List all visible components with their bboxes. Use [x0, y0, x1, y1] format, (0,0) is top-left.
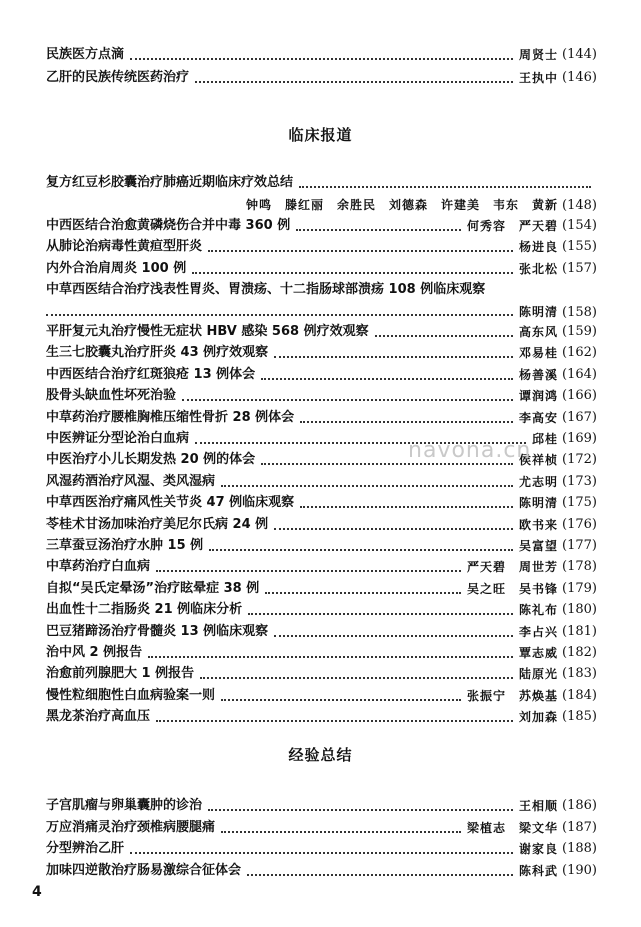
leader-dots	[274, 635, 513, 637]
entry-author: 尤志明	[519, 474, 559, 489]
entry-title: 内外合治肩周炎 100 例	[46, 261, 187, 276]
entry-author: 邱桂	[532, 432, 559, 446]
entry-author: 吴富望	[519, 539, 559, 553]
entry-page: (180)	[562, 602, 597, 618]
entry-page: (185)	[562, 709, 597, 725]
entry-page: (159)	[562, 324, 597, 339]
leader-dots	[247, 874, 513, 876]
leader-dots	[209, 549, 513, 551]
entry-title: 黑龙茶治疗高血压	[46, 709, 151, 725]
entry-author: 侯祥桢	[519, 453, 559, 468]
leader-dots	[192, 272, 513, 274]
entry-author: 吴之旺 吴书锋	[467, 581, 559, 596]
toc-entry[interactable]	[46, 535, 597, 555]
toc-entry[interactable]	[46, 471, 597, 491]
entry-page: (166)	[562, 388, 597, 404]
entry-author: 覃志威	[519, 646, 559, 660]
leader-dots	[274, 528, 513, 530]
entry-title: 中西医结合治愈黄磷烧伤合并中毒 360 例	[46, 218, 291, 233]
entry-title: 巴豆猪蹄汤治疗骨髓炎 13 例临床观察	[46, 623, 269, 639]
leader-dots	[265, 592, 461, 594]
entry-author: 李高安	[519, 410, 559, 425]
leader-dots	[221, 699, 461, 701]
toc-entry[interactable]	[46, 67, 597, 87]
entry-title: 苓桂术甘汤加味治疗美尼尔氏病 24 例	[46, 516, 269, 532]
toc-entry[interactable]	[46, 663, 597, 683]
leader-dots	[300, 421, 513, 423]
entry-title: 慢性粒细胞性白血病验案一则	[46, 687, 216, 703]
toc-entry[interactable]	[46, 795, 597, 815]
entry-page: (158)	[562, 305, 597, 320]
entry-title: 万应消痛灵治疗颈椎病腰腿痛	[46, 819, 216, 835]
leader-dots	[208, 250, 513, 252]
toc-entry[interactable]	[46, 642, 597, 662]
toc-entry[interactable]	[46, 342, 597, 362]
leader-dots	[261, 463, 513, 465]
entry-title: 分型辨治乙肝	[46, 841, 125, 856]
entry-title: 复方红豆杉胶囊治疗肺癌近期临床疗效总结	[46, 175, 294, 190]
entry-author: 张北松	[519, 262, 559, 276]
leader-dots	[300, 506, 513, 508]
entry-title: 中医辨证分型论治白血病	[46, 431, 190, 446]
entry-title: 平肝复元丸治疗慢性无症状 HBV 感染 568 例疗效观察	[46, 324, 369, 339]
entry-title: 中医治疗小儿长期发热 20 例的体会	[46, 452, 256, 468]
entry-author: 何秀容 严天碧	[467, 219, 559, 233]
leader-dots	[156, 720, 513, 722]
entry-authors: 钟鸣 滕红丽 余胜民 刘德森 许建美 韦东 黄新	[246, 198, 559, 212]
entry-author: 梁植志 梁文华	[467, 820, 559, 835]
section-heading-experience: 经验总结	[288, 746, 353, 764]
leader-dots	[195, 81, 513, 83]
entry-page: (146)	[562, 70, 597, 85]
toc-entry[interactable]	[46, 685, 597, 705]
toc-entry[interactable]	[46, 578, 597, 598]
entry-page: (184)	[562, 687, 597, 703]
toc-entry-authors	[46, 193, 597, 213]
toc-entry[interactable]	[46, 44, 597, 64]
toc-entry[interactable]	[46, 258, 597, 278]
section-heading-clinical: 临床报道	[288, 126, 353, 144]
entry-page: (144)	[562, 47, 597, 62]
entry-title: 三草蚕豆汤治疗水肿 15 例	[46, 538, 204, 553]
entry-title: 股骨头缺血性坏死治验	[46, 388, 177, 404]
toc-entry[interactable]	[46, 514, 597, 534]
entry-title: 生三七胶囊丸治疗肝炎 43 例疗效观察	[46, 345, 269, 361]
page-number: 4	[32, 884, 42, 900]
leader-dots	[248, 613, 513, 615]
entry-author: 陈明清	[519, 496, 559, 511]
leader-dots	[46, 314, 513, 316]
entry-author: 杨进良	[519, 240, 559, 254]
toc-entry[interactable]	[46, 556, 597, 576]
toc-entry[interactable]	[46, 407, 597, 427]
entry-author: 王执中	[519, 71, 559, 85]
leader-dots	[130, 852, 513, 854]
entry-page: (148)	[562, 198, 597, 213]
entry-page: (169)	[562, 431, 597, 446]
toc-entry[interactable]	[46, 172, 597, 192]
leader-dots	[182, 399, 513, 401]
leader-dots	[299, 186, 591, 188]
entry-page: (177)	[562, 538, 597, 553]
entry-title: 风湿药酒治疗风湿、类风湿病	[46, 473, 216, 489]
toc-entry[interactable]	[46, 492, 597, 512]
entry-page: (162)	[562, 345, 597, 361]
entry-title: 民族医方点滴	[46, 47, 125, 62]
entry-page: (186)	[562, 798, 597, 813]
entry-author: 谭润鸿	[519, 389, 559, 404]
leader-dots	[274, 356, 513, 358]
toc-entry[interactable]	[46, 279, 597, 299]
entry-page: (181)	[562, 623, 597, 639]
entry-page: (167)	[562, 409, 597, 425]
entry-page: (176)	[562, 516, 597, 532]
entry-author: 陈明清	[519, 305, 559, 319]
entry-page: (172)	[562, 452, 597, 468]
entry-page: (188)	[562, 841, 597, 856]
toc-entry[interactable]	[46, 860, 597, 880]
entry-author: 陆原光	[519, 667, 559, 682]
entry-author: 陈礼布	[519, 603, 559, 618]
entry-author: 严天碧 周世芳	[467, 560, 559, 575]
leader-dots	[261, 378, 513, 380]
entry-title: 子宫肌瘤与卵巢囊肿的诊治	[46, 798, 203, 813]
toc-entry[interactable]	[46, 364, 597, 384]
toc-entry[interactable]	[46, 838, 597, 858]
entry-author: 陈科武	[519, 863, 559, 878]
entry-title: 中西医结合治疗红斑狼疮 13 例体会	[46, 366, 256, 382]
entry-page: (187)	[562, 819, 597, 835]
entry-title: 中草药治疗腰椎胸椎压缩性骨折 28 例体会	[46, 409, 295, 425]
toc-entry[interactable]	[46, 817, 597, 837]
entry-title: 中草西医结合治疗浅表性胃炎、胃溃疡、十二指肠球部溃疡 108 例临床观察	[46, 282, 486, 297]
entry-page: (157)	[562, 261, 597, 276]
entry-page: (164)	[562, 366, 597, 382]
toc-entry[interactable]	[46, 621, 597, 641]
toc-entry[interactable]	[46, 321, 597, 341]
entry-title: 出血性十二指肠炎 21 例临床分析	[46, 602, 243, 618]
watermark: navona.cn	[408, 438, 532, 463]
entry-author: 杨善溪	[519, 367, 559, 382]
entry-title: 中草西医治疗痛风性关节炎 47 例临床观察	[46, 495, 295, 511]
entry-page: (154)	[562, 218, 597, 233]
entry-page: (155)	[562, 239, 597, 254]
toc-entry-continued	[46, 300, 597, 320]
entry-title: 治愈前列腺肥大 1 例报告	[46, 666, 195, 682]
entry-author: 欧书来	[519, 517, 559, 532]
entry-page: (175)	[562, 495, 597, 511]
entry-title: 治中风 2 例报告	[46, 645, 143, 660]
entry-page: (179)	[562, 580, 597, 596]
entry-author: 周贤士	[519, 48, 559, 62]
toc-entry[interactable]	[46, 599, 597, 619]
entry-page: (183)	[562, 666, 597, 682]
leader-dots	[148, 656, 513, 658]
leader-dots	[208, 809, 513, 811]
entry-page: (178)	[562, 559, 597, 575]
entry-title: 自拟“吴氏定晕汤”治疗眩晕症 38 例	[46, 580, 260, 596]
leader-dots	[130, 58, 513, 60]
leader-dots	[375, 335, 513, 337]
toc-entry[interactable]	[46, 215, 597, 235]
entry-title: 乙肝的民族传统医药治疗	[46, 70, 190, 85]
entry-author: 张振宁 苏焕基	[467, 688, 559, 703]
entry-title: 从肺论治病毒性黄疸型肝炎	[46, 239, 203, 254]
toc-entry[interactable]	[46, 706, 597, 726]
toc-entry[interactable]	[46, 385, 597, 405]
entry-author: 高东风	[519, 325, 559, 339]
leader-dots	[156, 570, 461, 572]
entry-title: 加味四逆散治疗肠易激综合征体会	[46, 862, 242, 878]
leader-dots	[200, 677, 513, 679]
entry-author: 谢家良	[519, 842, 559, 856]
leader-dots	[221, 831, 461, 833]
entry-page: (182)	[562, 645, 597, 660]
entry-title: 中草药治疗白血病	[46, 559, 151, 575]
entry-author: 刘加森	[519, 710, 559, 725]
entry-author: 李占兴	[519, 624, 559, 639]
leader-dots	[221, 485, 513, 487]
toc-entry[interactable]	[46, 236, 597, 256]
leader-dots	[296, 229, 461, 231]
entry-page: (173)	[562, 473, 597, 489]
entry-author: 王相顺	[519, 799, 559, 813]
entry-author: 邓易桂	[519, 346, 559, 361]
entry-page: (190)	[562, 862, 597, 878]
